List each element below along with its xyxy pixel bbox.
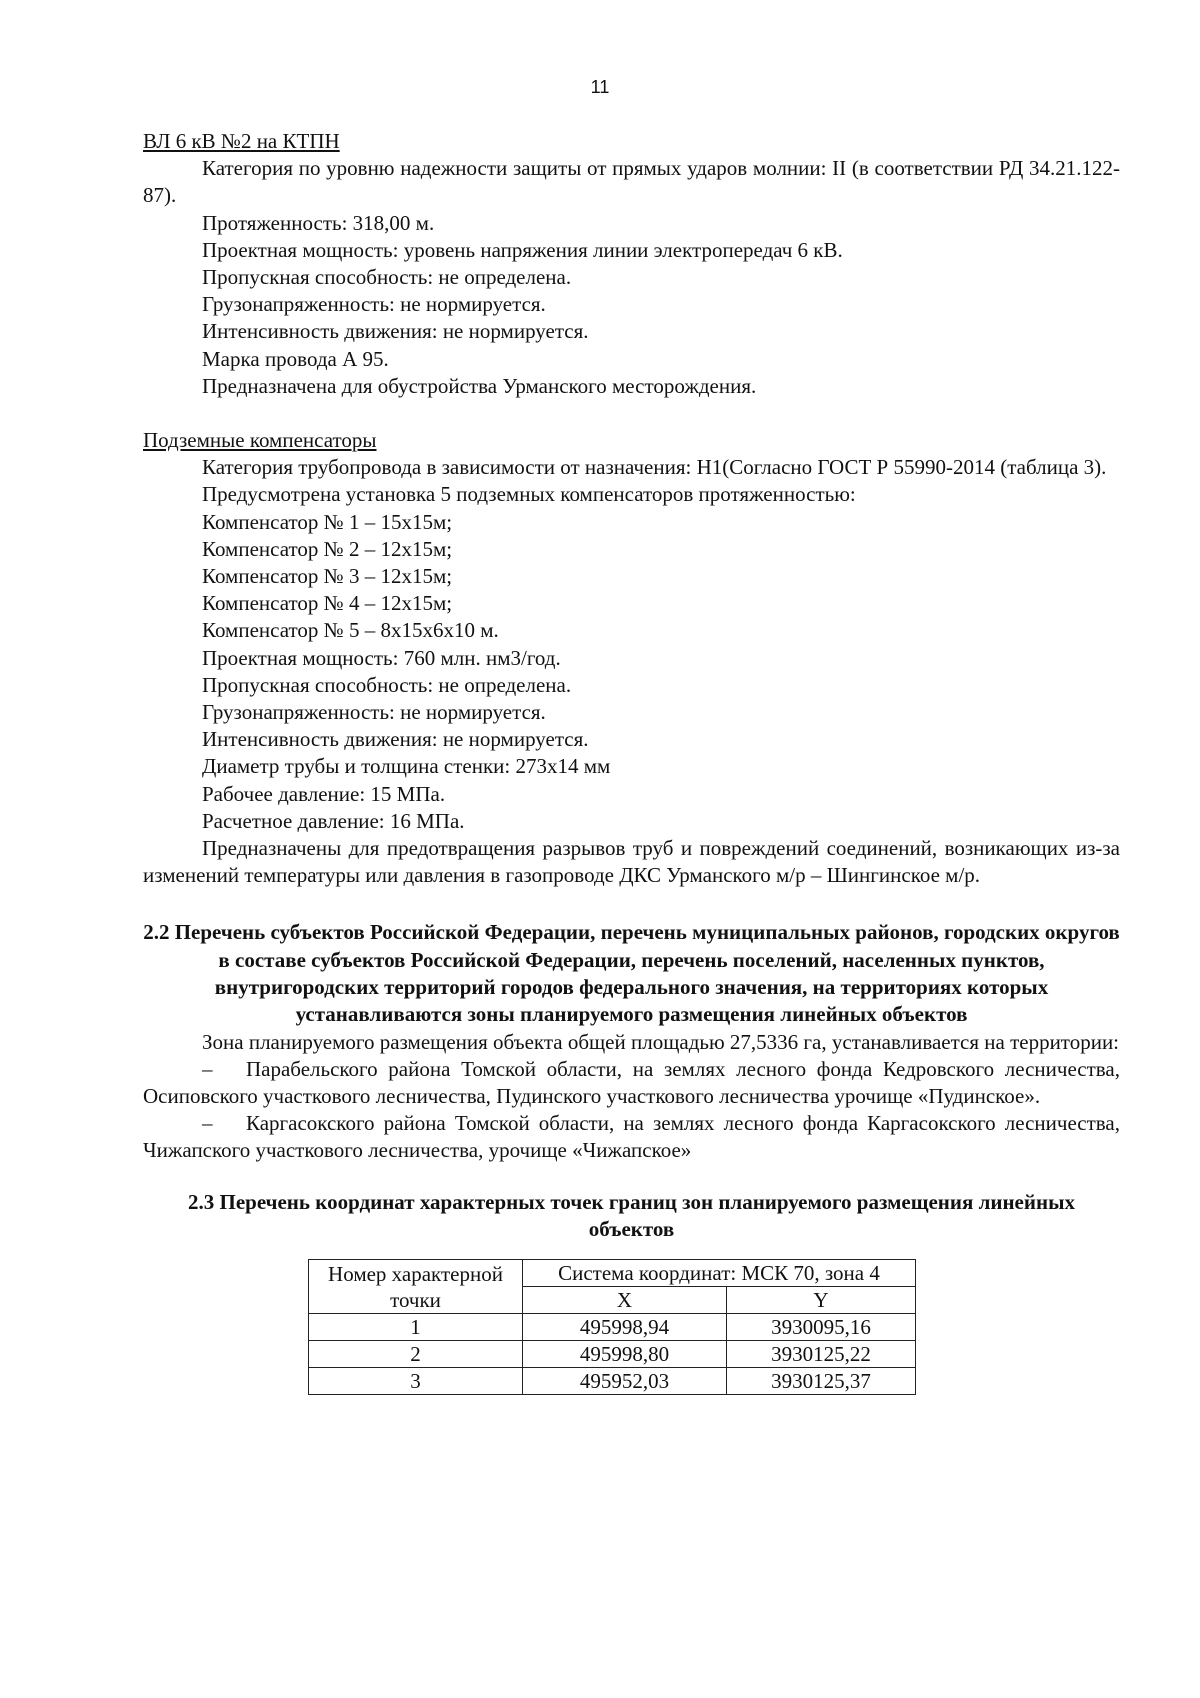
- table-row: [309, 1368, 916, 1395]
- section-2-2-item-2: [143, 1110, 1120, 1164]
- comp-line-capacity: Пропускная способность: не определена.: [202, 672, 572, 697]
- header-y: Y: [727, 1287, 916, 1314]
- dash-marker: –: [202, 1056, 213, 1081]
- table-row: [309, 1341, 916, 1368]
- cell-point: 2: [309, 1341, 523, 1368]
- comp-line-diameter: Диаметр трубы и толщина стенки: 273х14 мм: [202, 754, 611, 779]
- page-content: [143, 128, 1120, 1395]
- cell-x: 495998,80: [523, 1341, 727, 1368]
- vl-line-purpose: Предназначена для обустройства Урманского месторождения.: [202, 373, 757, 398]
- page-number: 11: [590, 77, 610, 97]
- cell-x: 495952,03: [523, 1368, 727, 1395]
- section-2-2-heading: 2.2 Перечень субъектов Российской Федерации, перечень муниципальных районов, городских округов в составе субъектов Российской Федерации, перечень поселений, населенных пунктов, внутригородских территорий городов федерального значения, на территориях которых устанавливаются зоны планируемого размещения линейных объектов: [143, 920, 1120, 1027]
- comp-line-4: Компенсатор № 4 – 12х15м;: [202, 591, 453, 616]
- comp-line-design-pressure: Расчетное давление: 16 МПа.: [202, 808, 465, 833]
- vl-line-wire: Марка провода А 95.: [202, 346, 389, 371]
- vl-line-traffic: Интенсивность движения: не нормируется.: [202, 319, 589, 344]
- coordinates-table: [308, 1259, 916, 1395]
- section-2-3-heading: 2.3 Перечень координат характерных точек границ зон планируемого размещения линейных объектов: [188, 1189, 1075, 1241]
- item-2-text: Каргасокского района Томской области, на землях лесного фонда Каргасокского лесничества, Чижапского участкового лесничества, урочище «Чижапское»: [143, 1111, 1120, 1163]
- cell-point: 1: [309, 1314, 523, 1341]
- vl-section-title: ВЛ 6 кВ №2 на КТПН: [143, 129, 340, 153]
- cell-x: 495998,94: [523, 1314, 727, 1341]
- comp-line-traffic: Интенсивность движения: не нормируется.: [202, 727, 589, 752]
- comp-line-3: Компенсатор № 3 – 12х15м;: [202, 564, 453, 589]
- vl-line-power: Проектная мощность: уровень напряжения линии электропередач 6 кВ.: [202, 237, 843, 262]
- cell-y: 3930125,22: [727, 1341, 916, 1368]
- comp-line-intro: Предусмотрена установка 5 подземных компенсаторов протяженностью:: [202, 482, 856, 507]
- item-1-text: Парабельского района Томской области, на землях лесного фонда Кедровского лесничества, Осиповского участкового лесничества, Пудинского участкового лесничества урочище «Пудинское».: [143, 1056, 1120, 1109]
- comp-line-1: Компенсатор № 1 – 15х15м;: [202, 509, 453, 534]
- comp-line-load: Грузонапряженность: не нормируется.: [202, 700, 546, 725]
- comp-line-category: Категория трубопровода в зависимости от назначения: Н1(Согласно ГОСТ Р 55990-2014 (таблица 3).: [202, 455, 1107, 480]
- section-2-2-intro: Зона планируемого размещения объекта общей площадью 27,5336 га, устанавливается на территории:: [202, 1029, 1120, 1054]
- comp-line-work-pressure: Рабочее давление: 15 МПа.: [202, 781, 446, 806]
- cell-y: 3930095,16: [727, 1314, 916, 1341]
- comp-line-power: Проектная мощность: 760 млн. нм3/год.: [202, 645, 561, 670]
- comp-section-title: Подземные компенсаторы: [143, 428, 377, 453]
- table-row: [309, 1314, 916, 1341]
- vl-line-category: Категория по уровню надежности защиты от прямых ударов молнии: II (в соответствии РД 34.21.122-87).: [143, 156, 1120, 208]
- comp-line-2: Компенсатор № 2 – 12х15м;: [202, 536, 453, 561]
- cell-point: 3: [309, 1368, 523, 1395]
- cell-y: 3930125,37: [727, 1368, 916, 1395]
- dash-marker: –: [202, 1111, 213, 1136]
- header-coordinate-system: Система координат: МСК 70, зона 4: [523, 1260, 916, 1287]
- vl-line-length: Протяженность: 318,00 м.: [202, 210, 435, 235]
- vl-line-capacity: Пропускная способность: не определена.: [202, 265, 572, 290]
- header-point-number: Номер характерной точки: [309, 1260, 523, 1314]
- section-2-2-item-1: [143, 1056, 1120, 1110]
- header-x: X: [523, 1287, 727, 1314]
- comp-line-5: Компенсатор № 5 – 8х15х6х10 м.: [202, 618, 499, 643]
- vl-line-load: Грузонапряженность: не нормируется.: [202, 292, 546, 317]
- comp-line-purpose: Предназначены для предотвращения разрывов труб и повреждений соединений, возникающих из-за изменений температуры или давления в газопроводе ДКС Урманского м/р – Шингинское м/р.: [143, 836, 1120, 888]
